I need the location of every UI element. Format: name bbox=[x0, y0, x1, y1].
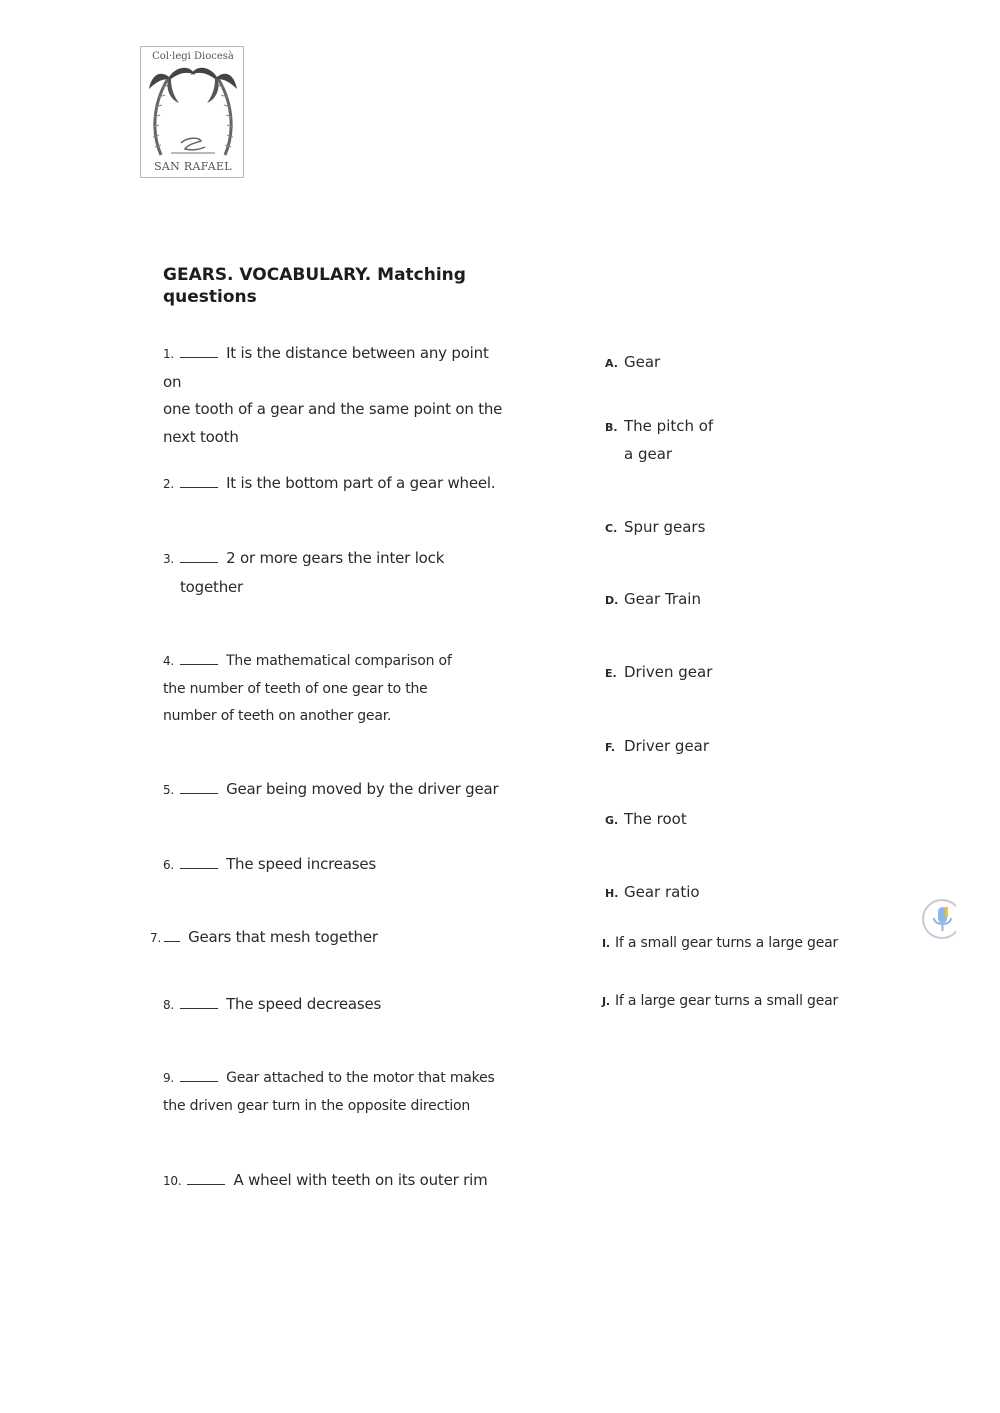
answer-blank[interactable] bbox=[187, 1172, 225, 1185]
question-text: The mathematical comparison of bbox=[226, 653, 452, 669]
question-text: 2 or more gears the inter lock bbox=[226, 549, 445, 567]
option-text: Driver gear bbox=[624, 737, 710, 755]
question-text: the number of teeth of one gear to the bbox=[163, 680, 428, 697]
question-text: It is the distance between any point on bbox=[163, 344, 489, 391]
question-text: Gear being moved by the driver gear bbox=[226, 780, 499, 798]
option-text: Driven gear bbox=[624, 663, 713, 681]
option-f bbox=[605, 733, 709, 761]
question-number: 4. bbox=[163, 654, 175, 668]
option-letter: C. bbox=[605, 522, 618, 535]
option-c bbox=[605, 514, 705, 542]
option-b bbox=[605, 413, 713, 468]
answer-blank[interactable] bbox=[180, 550, 218, 563]
question-text: A wheel with teeth on its outer rim bbox=[233, 1171, 488, 1189]
option-letter: E. bbox=[605, 667, 617, 680]
question-text: The speed decreases bbox=[226, 995, 382, 1013]
question-10 bbox=[163, 1167, 503, 1196]
option-letter: B. bbox=[605, 421, 618, 434]
question-number: 8. bbox=[163, 998, 175, 1012]
viewport-edge-mask bbox=[956, 890, 1000, 950]
option-i bbox=[602, 930, 838, 957]
option-h bbox=[605, 879, 700, 907]
question-number: 2. bbox=[163, 477, 175, 491]
question-text: It is the bottom part of a gear wheel. bbox=[226, 474, 496, 492]
question-number: 9. bbox=[163, 1071, 175, 1085]
question-2 bbox=[163, 470, 503, 499]
question-6 bbox=[163, 851, 503, 880]
option-text: Gear bbox=[624, 353, 661, 371]
question-1 bbox=[163, 340, 503, 451]
option-text: a gear bbox=[624, 445, 673, 463]
question-9 bbox=[163, 1065, 508, 1120]
option-letter: I. bbox=[602, 937, 610, 950]
answer-blank[interactable] bbox=[180, 345, 218, 358]
microphone-icon bbox=[924, 901, 960, 937]
option-j bbox=[602, 988, 838, 1015]
school-logo bbox=[140, 46, 244, 178]
option-e bbox=[605, 659, 712, 687]
option-letter: H. bbox=[605, 887, 619, 900]
question-number: 6. bbox=[163, 858, 175, 872]
question-7 bbox=[150, 924, 490, 953]
answer-blank[interactable] bbox=[180, 856, 218, 869]
question-text: Gears that mesh together bbox=[188, 928, 378, 946]
option-text: The pitch of bbox=[624, 417, 714, 435]
option-letter: G. bbox=[605, 814, 619, 827]
option-text: If a small gear turns a large gear bbox=[615, 935, 839, 951]
question-text: next tooth bbox=[163, 427, 239, 446]
question-number: 10. bbox=[163, 1174, 182, 1188]
option-letter: F. bbox=[605, 741, 616, 754]
question-text: Gear attached to the motor that makes bbox=[226, 1070, 495, 1086]
logo-top-text: Col·legi Diocesà bbox=[152, 51, 234, 62]
option-d bbox=[605, 586, 701, 614]
answer-blank[interactable] bbox=[180, 652, 218, 665]
question-text: The speed increases bbox=[226, 855, 377, 873]
option-letter: D. bbox=[605, 594, 619, 607]
question-4 bbox=[163, 648, 503, 731]
option-letter: J. bbox=[602, 995, 610, 1008]
question-text: one tooth of a gear and the same point on the bbox=[163, 400, 503, 418]
question-number: 1. bbox=[163, 347, 175, 361]
option-g bbox=[605, 806, 687, 834]
answer-blank[interactable] bbox=[180, 475, 218, 488]
worksheet-title: GEARS. VOCABULARY. Matching questions bbox=[163, 265, 466, 307]
question-5 bbox=[163, 776, 508, 805]
option-letter: A. bbox=[605, 357, 618, 370]
answer-blank[interactable] bbox=[180, 1069, 218, 1082]
answer-blank[interactable] bbox=[180, 996, 218, 1009]
option-a bbox=[605, 349, 660, 377]
option-text: Gear ratio bbox=[624, 883, 700, 901]
answer-blank[interactable] bbox=[164, 929, 180, 942]
question-text: together bbox=[180, 577, 243, 596]
question-3 bbox=[163, 545, 503, 601]
option-text: If a large gear turns a small gear bbox=[615, 993, 839, 1009]
question-text: number of teeth on another gear. bbox=[163, 708, 392, 724]
question-number: 5. bbox=[163, 783, 175, 797]
logo-bottom-text: SAN RAFAEL bbox=[154, 160, 232, 173]
question-number: 7. bbox=[150, 931, 162, 945]
question-number: 3. bbox=[163, 552, 175, 566]
question-text: the driven gear turn in the opposite direction bbox=[163, 1097, 471, 1114]
question-8 bbox=[163, 991, 503, 1020]
option-text: Gear Train bbox=[624, 590, 701, 608]
answer-blank[interactable] bbox=[180, 781, 218, 794]
option-text: The root bbox=[624, 810, 687, 828]
option-text: Spur gears bbox=[624, 518, 706, 536]
